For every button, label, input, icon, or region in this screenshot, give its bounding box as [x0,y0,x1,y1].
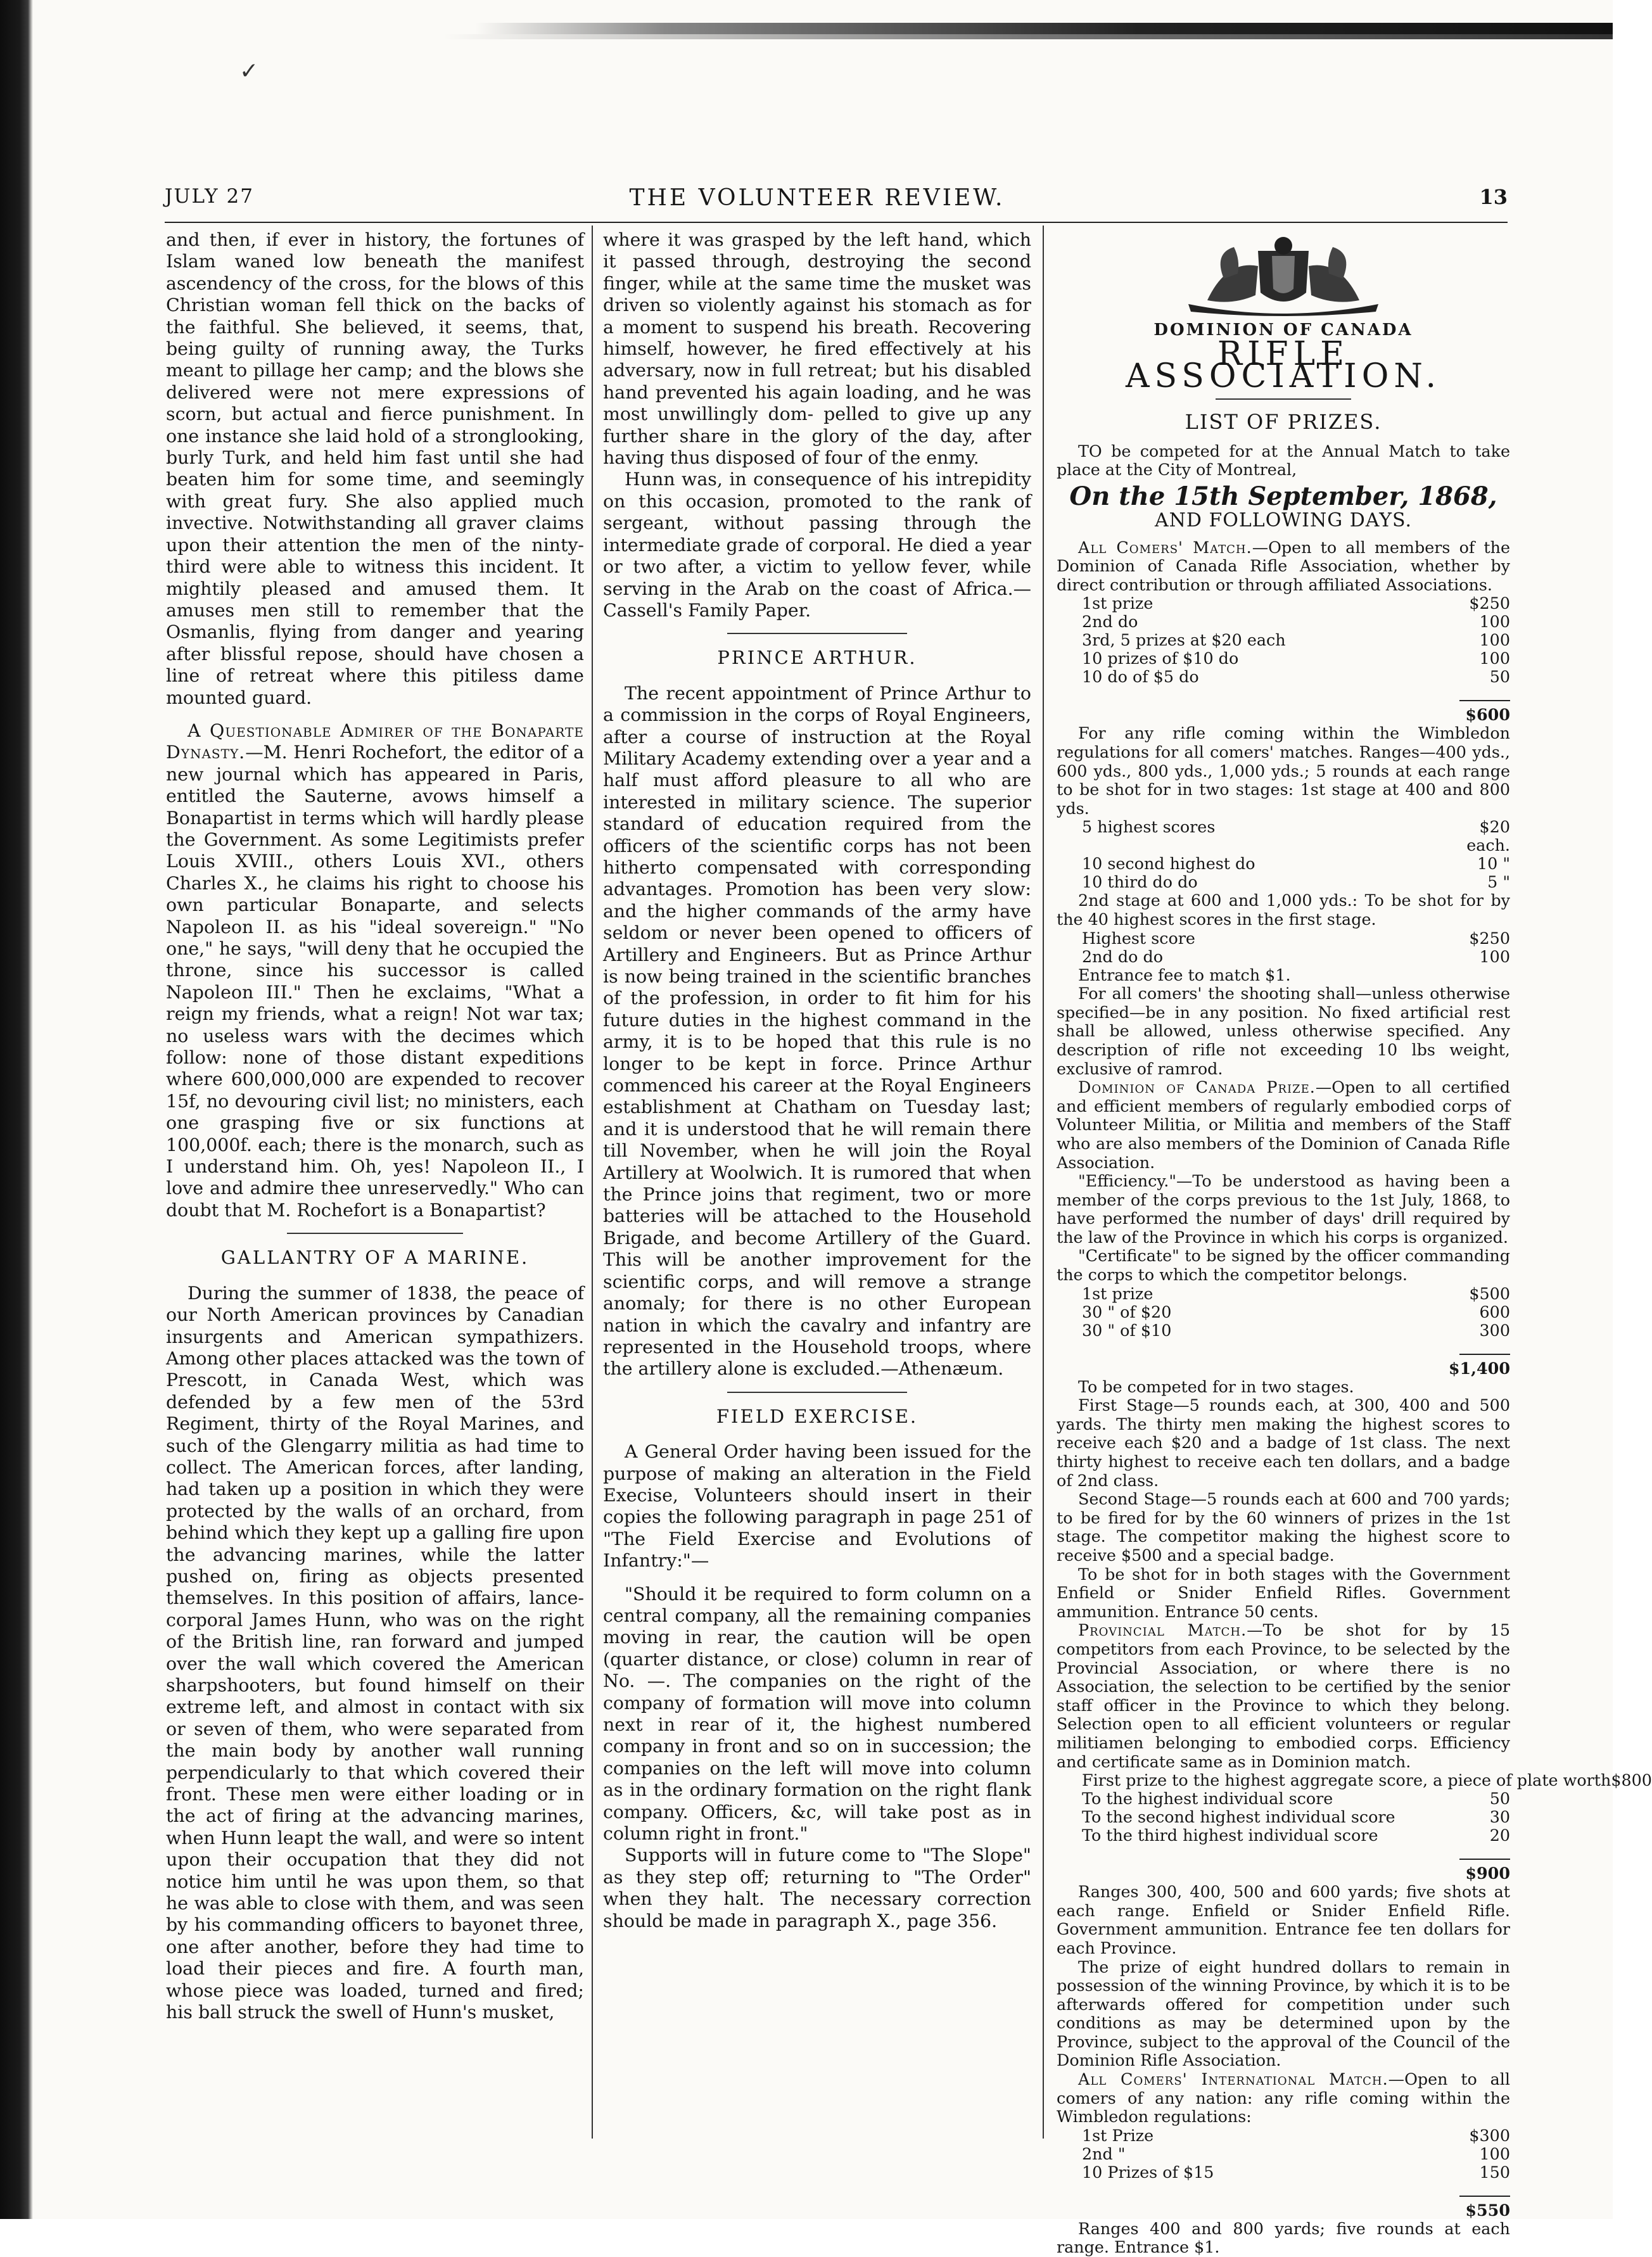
pencil-mark: ✓ [239,58,259,84]
dominion-prize-body: —Open to all certified and efficient members of regularly embodied corps of Volunteer Militia, or Militia and members of the Staff who are also members of the Dominion of Canada Rifle Association. [1057,1078,1510,1172]
prize-list-all-comers [1057,594,1510,724]
scan-edge-top-shadow [443,34,1613,39]
international-body: —Open to all comers of any nation: any rifle coming within the Wimbledon regulations: [1057,2069,1510,2127]
prize-amount: 5 " [1487,872,1510,892]
prize-amount: 10 " [1477,854,1510,874]
prize-row [1057,1285,1510,1303]
prize-amount: 50 [1489,667,1510,687]
prize-label: 1st prize [1082,1283,1153,1303]
prize-amount: 50 [1489,1789,1510,1809]
article-separator [287,1233,462,1234]
prize-label: To the second highest individual score [1082,1807,1395,1827]
prize-amount: 20 [1489,1826,1510,1845]
field-exercise-quote: "Should it be required to form column on a central company, all the remaining companies moving in rear, the caution will be open (quarter distance, or close) column in rear of No. —. The companies on the right of the company of formation will move into column next in rear of it, the highest numbered company in front and so on in succession; the companies on the left will move into column as in the ordinary formation on the right flank company. Officers, &c, will take post as in column right in front." [603,1583,1031,1845]
prize-amount: 100 [1479,649,1510,668]
all-comers-body: —Open to all members of the Dominion of Canada Rifle Association, whether by direct contribution or through affiliated Associations. [1057,537,1510,594]
following-days: AND FOLLOWING DAYS. [1154,509,1413,532]
prize-label: 1st Prize [1082,2125,1154,2145]
prize-total-value: $900 [1465,1864,1510,1883]
certificate-definition: "Certificate" to be signed by the officer commanding the corps to which the competitor belongs. [1057,1246,1510,1285]
prize-row [1057,855,1510,873]
issue-date: JULY 27 [165,185,254,208]
prize-label: 2nd " [1082,2144,1126,2163]
page-number: 13 [1479,185,1508,209]
field-exercise-supports: Supports will in future come to "The Slope" as they step off; returning to "The Order" when they halt. The necessary correction should be made in paragraph X., page 356. [603,1845,1031,1931]
prize-amount: $300 [1469,2125,1510,2145]
rochefort-article [166,720,584,1221]
prize-label: Highest score [1082,928,1195,948]
column-rule-2 [1043,226,1044,2139]
provincial-body: —To be shot for by 15 competitors from each Province, to be selected by the Provincial Association, or where there is no Association, the selection to be certified by the senior staff officer in the Province to which they belong. Selection open to all efficient volunteers or regular militiamen belonging to embodied corps. Efficiency and certificate same as in Dominion match. [1057,1620,1511,1771]
prize-list-first-stage [1057,818,1510,891]
prize-amount: 600 [1479,1302,1510,1321]
first-stage-rules: First Stage—5 rounds each, at 300, 400 and 500 yards. The thirty men making the highest scores to receive each $20 and a badge of 1st class. The next thirty highest to receive each ten dollars, and a badge of 2nd class. [1057,1396,1510,1490]
prize-row [1057,631,1510,649]
prize-total [1057,1845,1510,1883]
prize-row [1057,1808,1510,1826]
prize-label: 5 highest scores [1082,817,1216,837]
prize-row [1057,613,1510,631]
field-exercise-heading: FIELD EXERCISE. [716,1405,918,1427]
second-stage-details: Second Stage—5 rounds each at 600 and 700 yards; to be fired for by the 60 winners of prizes in the 1st stage. The competitor making the highest score to receive $500 and a special badge. [1057,1489,1510,1565]
coat-of-arms-emblem [1163,234,1404,315]
prize-row [1057,2145,1510,2163]
international-ranges: Ranges 400 and 800 yards; five rounds at each range. Entrance $1. [1057,2218,1510,2257]
dominion-heading: DOMINION OF CANADA [1153,321,1413,340]
prize-row [1057,948,1510,966]
all-comers-rules: For any rifle coming within the Wimbledon regulations for all comers' matches. Ranges—400 yds., 600 yds., 800 yds., 1,000 yds.; 5 rounds at each range to be shot for in two stages: 1st stage at 400 and 800 yds. [1057,723,1510,818]
rochefort-body: —M. Henri Rochefort, the editor of a new journal which has appeared in Paris, entitled the Sauterne, avows himself a Bonapartist in terms which will hardly please the Government. As some Legitimists prefer Louis XVIII., others Louis XVI., others Charles X., he claims his right to choose his own particular Bonaparte, and selects Napoleon II. as his "ideal sovereign." "No one," he says, "will deny that he occupied the throne, since his successor is called Napoleon III." Then he exclaims, "What a reign my friends, what a reign! Not war tax; no useless wars with the decimes which follow: none of those distant expeditions where 600,000,000 are expended to recover 15f, no devouring civil list; no ministers, each one grasping five or six functions at 100,000f. each; there is the monarch, such as I understand him. Oh, yes! Napoleon II., I love and admire thee unreservedly." Who can doubt that M. Rochefort is a Bonapartist? [166,742,584,1221]
prize-amount: 100 [1479,946,1510,966]
provincial-ranges: Ranges 300, 400, 500 and 600 yards; five shots at each range. Enfield or Snider Enfield Rifle. Government ammunition. Entrance fee ten dollars for each Province. [1057,1882,1510,1957]
prize-total-value: $550 [1465,2200,1510,2220]
article-separator [727,633,907,634]
prize-label: To the third highest individual score [1082,1826,1378,1845]
prize-label: 2nd do do [1082,946,1163,966]
two-stages-note: To be competed for in two stages. [1078,1376,1354,1396]
field-exercise-intro: A General Order having been issued for the purpose of making an alteration in the Field Execise, Volunteers should insert in their copies the following paragraph in page 251 of "The Field Exercise and Evolutions of Infantry:"— [603,1441,1031,1572]
prize-row [1057,668,1510,686]
all-comers-match [1057,538,1510,595]
prize-row [1057,1303,1510,1321]
prize-label: 10 second highest do [1082,854,1255,874]
prize-row [1057,594,1510,613]
eight-hundred-dollar-prize: The prize of eight hundred dollars to remain in possession of the winning Province, by which it is to be afterwards offered for competition under such conditions as may be determined upon by the Province, subject to the approval of the Council of the Dominion Rifle Association. [1057,1957,1510,2070]
prize-list-international [1057,2127,1510,2220]
prize-total-value: $600 [1465,705,1510,725]
prize-amount: 100 [1479,2144,1510,2163]
prize-row [1057,2163,1510,2182]
prize-list-provincial [1057,1771,1652,1883]
prize-row [1057,649,1510,668]
prize-amount: 100 [1479,612,1510,632]
column-3 [1057,229,1652,2257]
prize-label: To the highest individual score [1082,1789,1333,1809]
prince-arthur-heading: PRINCE ARTHUR. [717,647,917,669]
rifle-requirements: To be shot for in both stages with the Government Enfield or Snider Enfield Rifles. Government ammunition. Entrance 50 cents. [1057,1564,1510,1621]
scan-edge-top [33,23,1613,34]
competition-intro: TO be competed for at the Annual Match to take place at the City of Montreal, [1057,441,1510,480]
prize-label: 30 " of $10 [1082,1320,1172,1340]
prize-amount: $800 [1611,1771,1652,1790]
prize-total [1057,2182,1510,2220]
masthead: THE VOLUNTEER REVIEW. [629,185,1005,211]
prize-label: 1st prize [1082,594,1153,613]
prize-amount: $20 each. [1466,817,1510,855]
international-heading: All Comers' International Match. [1078,2069,1388,2089]
dominion-prize [1057,1078,1510,1172]
prize-row [1057,1790,1510,1808]
international-match [1057,2070,1510,2127]
provincial-heading: Provincial Match. [1078,1620,1247,1640]
prize-label: 10 Prizes of $15 [1082,2162,1214,2182]
prize-total [1057,1340,1510,1378]
article-separator [727,1392,907,1393]
rifle-association-title: RIFLE ASSOCIATION. [1125,335,1442,395]
prize-row [1057,1321,1510,1340]
prize-amount: 100 [1479,630,1510,650]
prize-row [1057,1826,1510,1845]
article-continued: and then, if ever in history, the fortunes of Islam waned low beneath the manifest ascendency of the cross, for the blows of this Christian woman fell thick on the backs of the faithful. She believed, it seems, that, being guilty of running away, the Turks meant to pillage her camp; and the blows she delivered were not mere expressions of scorn, but actual and fierce punishment. In one instance she laid hold of a stronglooking, burly Turk, and held him fast until she had beaten him for some time, and seemingly with great fury. She also applied much invective. Notwithstanding all graver claims upon their attention the men of the ninty-third were able to witness this incident. It mightily pleased and amused them. It amuses men still to remember that the Osmanlis, flying from danger and yearing after blissful repose, should have chosen a line of retreat where this pitiless dame mounted guard. [166,229,584,708]
prize-row [1057,929,1510,948]
column-rule-1 [592,226,593,2139]
prize-row [1057,818,1510,855]
all-comers-heading: All Comers' Match. [1078,537,1252,557]
efficiency-definition: "Efficiency."—To be understood as having been a member of the corps previous to the 1st July, 1868, to have performed the number of days' drill required by the law of the Province in which his corps is organized. [1057,1171,1510,1247]
match-date: On the 15th September, 1868, [1069,481,1497,511]
shooting-position-rules: For all comers' the shooting shall—unless otherwise specified—be in any position. No fixed artificial rest shall be allowed, unless otherwise specified. Any description of rifle not exceeding 10 lbs weight, exclusive of ramrod. [1057,984,1510,1078]
prize-amount: 30 [1489,1807,1510,1827]
rochefort-heading: A Questionable Admirer of the Bonaparte Dynasty. [166,720,584,763]
prince-arthur-body: The recent appointment of Prince Arthur to a commission in the corps of Royal Engineers, after a course of instruction at the Royal Military Academy extending over a year and a half must afford pleasure to all who are interested in military science. The superior standard of education required from the officers of the scientific corps has not been hitherto compensated with corresponding advantages. Promotion has been very slow: and the higher commands of the army have seldom or never been opened to officers of Artillery and Engineers. But as Prince Arthur is now being trained in the scientific branches of the profession, in order to fit him for his future duties in the highest command in the army, it is to be hoped that this rule is no longer to be kept in force. Prince Arthur commenced his career at the Royal Engineers establishment at Chatham on Tuesday last; and it is understood that he will remain there till November, when he will join the Royal Artillery at Woolwich. It is rumored that when the Prince joins that regiment, two or more batteries will be attached to the Household Brigade, and become Artillery of the Guard. This will be another improvement for the scientific corps, and will remove a strange anomaly; for there is no other European nation in which the cavalry and infantry are represented in the Household troops, where the artillery alone is excluded.—Athenæum. [603,682,1031,1380]
gallantry-continued: where it was grasped by the left hand, which it passed through, destroying the second finger, while at the same time the musket was driven so violently against his stomach as for a moment to suspend his breath. Recovering himself, however, he fired effectively at his adversary, now in full retreat; but his disabled hand prevented his again loading, and he was most unwillingly dom- pelled to give up any further share in the glory of the day, after having thus disposed of four of the enmy. [603,229,1031,469]
prize-label: 2nd do [1082,612,1138,632]
prize-row [1057,2127,1510,2145]
prize-amount: $500 [1469,1283,1510,1303]
hunn-paragraph: Hunn was, in consequence of his intrepidity on this occasion, promoted to the rank of sergeant, without passing through the intermediate grade of corporal. He died a year or two after, a victim to yellow fever, while serving in the Arab on the coast of Africa.—Cassell's Family Paper. [603,469,1031,621]
scan-edge-left [0,0,33,2219]
prize-label: 10 prizes of $10 do [1082,649,1239,668]
prize-amount: $250 [1469,594,1510,613]
provincial-match [1057,1621,1510,1771]
page-header [127,185,1508,217]
prize-label: 10 do of $5 do [1082,667,1199,687]
entrance-fee: Entrance fee to match $1. [1078,965,1291,984]
gallantry-body: During the summer of 1838, the peace of our North American provinces by Canadian insurgents and American sympathizers. Among other places attacked was the town of Prescott, in Canada West, which was defended by a few men of the 53rd Regiment, thirty of the Royal Marines, and such of the Glengarry militia as had time to collect. The American forces, after landing, had taken up a position in which they were protected by the walls of an orchard, from behind which they kept up a galling fire upon the advancing marines, while the latter pushed on, firing as objects presented themselves. In this position of affairs, lance-corporal James Hunn, who was on the right of the British line, ran forward and jumped over the wall which covered the American sharpshooters, but found himself on their extreme left, and almost in contact with six or seven of them, who were separated from the main body by another wall running perpendicularly to that which covered their front. These men were either loading or in the act of firing at the advancing marines, when Hunn leapt the wall, and were so intent upon their occupation that they did not notice him until he was upon them, so that he was able to close with them, and was seen by his commanding officers to bayonet three, one after another, before they had time to load their pieces and fire. A fourth man, whose piece was loaded, turned and fired; his ball struck the swell of Hunn's musket, [166,1282,584,2023]
column-1 [166,229,584,2024]
prize-row [1057,1771,1652,1790]
header-rule [165,222,1508,223]
prize-list-dominion [1057,1285,1510,1378]
prize-label: First prize to the highest aggregate score, a piece of plate worth [1082,1771,1611,1790]
prize-row [1057,873,1510,891]
title-separator [1216,398,1352,400]
gallantry-heading: GALLANTRY OF A MARINE. [220,1247,530,1269]
prize-total-value: $1,400 [1448,1358,1510,1378]
column-2 [603,229,1031,1932]
prize-label: 10 third do do [1082,872,1198,892]
prize-label: 3rd, 5 prizes at $20 each [1082,630,1286,650]
prize-label: 30 " of $20 [1082,1302,1172,1321]
prize-list-second-stage [1057,929,1510,966]
prize-amount: 150 [1479,2162,1510,2182]
prize-amount: 300 [1479,1320,1510,1340]
second-stage-rules: 2nd stage at 600 and 1,000 yds.: To be shot for by the 40 highest scores in the first stage. [1057,891,1510,929]
prize-total [1057,686,1510,724]
dominion-prize-heading: Dominion of Canada Prize. [1078,1078,1316,1097]
prize-amount: $250 [1469,928,1510,948]
list-of-prizes-heading: LIST OF PRIZES. [1185,410,1382,435]
